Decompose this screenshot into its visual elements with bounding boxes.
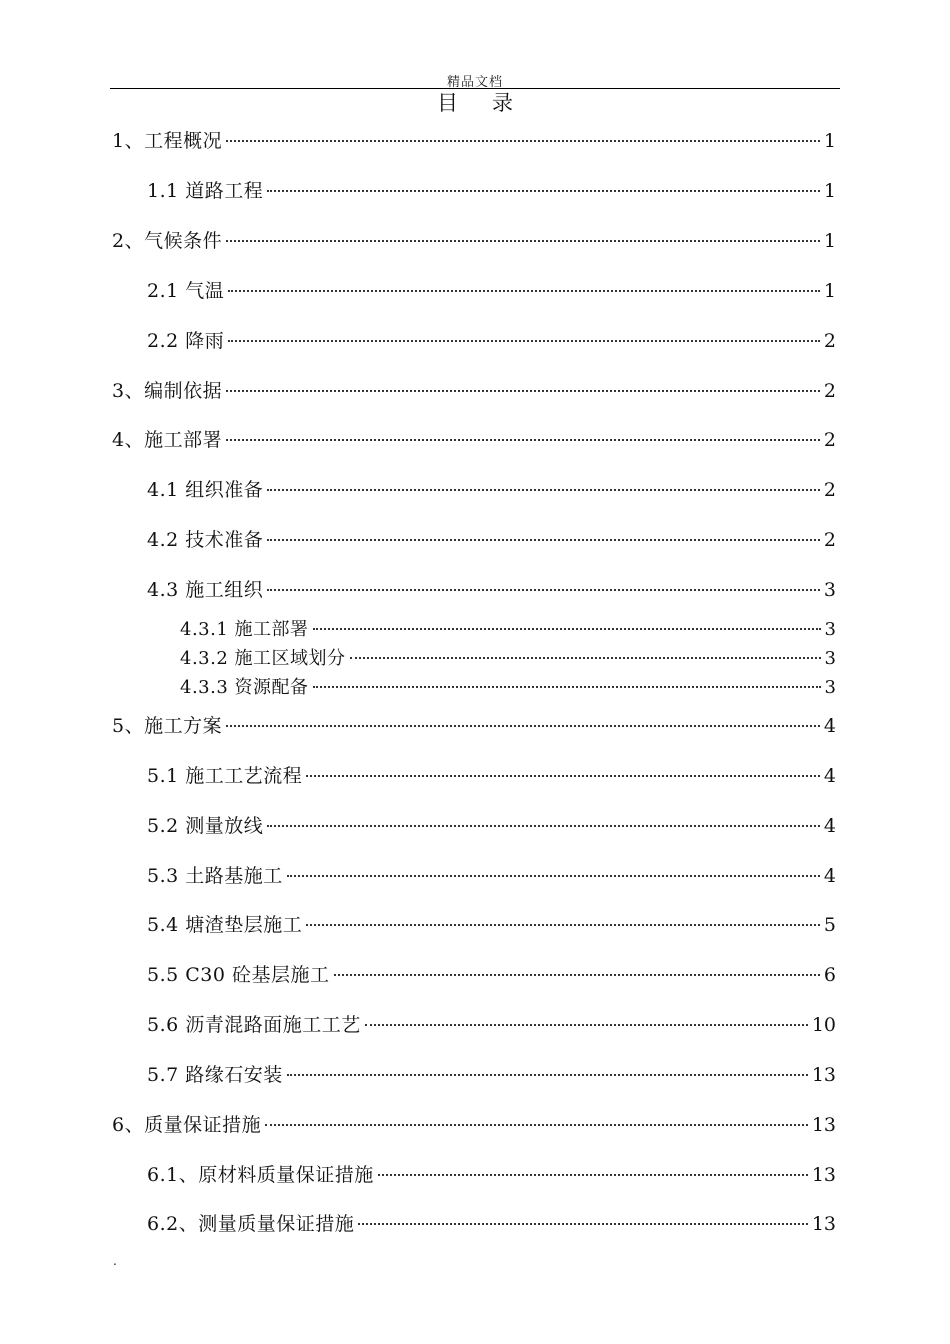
toc-entry-page: 1	[823, 180, 836, 202]
toc-entry-label: 6.2、测量质量保证措施	[147, 1213, 355, 1235]
toc-entry-label: 4、施工部署	[112, 429, 223, 451]
toc-entry-label: 2、气候条件	[112, 230, 223, 252]
toc-dot-leader	[226, 140, 820, 142]
toc-dot-leader	[334, 974, 820, 976]
toc-dot-leader	[267, 489, 820, 491]
toc-entry-label: 5.5 C30 砼基层施工	[147, 964, 330, 986]
toc-entry-label: 6.1、原材料质量保证措施	[147, 1164, 374, 1186]
toc-entry[interactable]	[147, 1010, 836, 1038]
toc-dot-leader	[313, 686, 821, 688]
toc-entry-page: 2	[823, 380, 836, 402]
toc-entry[interactable]	[180, 615, 836, 641]
toc-entry-label: 6、质量保证措施	[112, 1114, 262, 1136]
toc-entry[interactable]	[112, 376, 836, 404]
toc-entry[interactable]	[147, 176, 836, 204]
toc-entry-label: 4.3.2 施工区域划分	[180, 648, 346, 669]
toc-entry[interactable]	[147, 960, 836, 988]
toc-entry-page: 1	[823, 280, 836, 302]
toc-entry[interactable]	[112, 1110, 836, 1138]
toc-entry-page: 2	[823, 330, 836, 352]
page-header-text: 精品文档	[446, 75, 503, 90]
toc-dot-leader	[267, 190, 820, 192]
toc-entry[interactable]	[112, 711, 836, 739]
toc-entry-page: 3	[824, 648, 836, 669]
toc-entry-page: 4	[823, 715, 836, 737]
toc-dot-leader	[226, 240, 820, 242]
toc-dot-leader	[287, 875, 820, 877]
toc-entry[interactable]	[147, 326, 836, 354]
footer-mark: .	[113, 1254, 117, 1268]
toc-entry-page: 2	[823, 429, 836, 451]
toc-entry-page: 1	[823, 130, 836, 152]
toc-entry[interactable]	[147, 811, 836, 839]
toc-dot-leader	[228, 340, 820, 342]
toc-entry-label: 2.1 气温	[147, 280, 225, 302]
toc-dot-leader	[226, 439, 820, 441]
toc-entry-page: 4	[823, 865, 836, 887]
toc-dot-leader	[358, 1223, 808, 1225]
toc-entry-page: 2	[823, 529, 836, 551]
toc-dot-leader	[226, 390, 820, 392]
toc-dot-leader	[306, 924, 820, 926]
toc-entry-page: 1	[823, 230, 836, 252]
toc-entry-page: 5	[823, 914, 836, 936]
toc-entry[interactable]	[180, 644, 836, 670]
toc-entry-label: 5.2 测量放线	[147, 815, 264, 837]
toc-entry[interactable]	[180, 673, 836, 699]
toc-entry-label: 3、编制依据	[112, 380, 223, 402]
toc-entry[interactable]	[147, 861, 836, 889]
toc-dot-leader	[265, 1124, 808, 1126]
toc-entry-page: 13	[811, 1213, 836, 1235]
toc-entry-label: 1.1 道路工程	[147, 180, 264, 202]
toc-entry-page: 13	[811, 1114, 836, 1136]
toc-entry-label: 5.4 塘渣垫层施工	[147, 914, 303, 936]
toc-entry-page: 13	[811, 1064, 836, 1086]
toc-dot-leader	[226, 725, 820, 727]
toc-entry-label: 4.3.3 资源配备	[180, 677, 309, 698]
toc-entry-page: 10	[811, 1014, 836, 1036]
toc-title: 目录	[437, 91, 547, 115]
toc-entry-label: 5.6 沥青混路面施工工艺	[147, 1014, 361, 1036]
toc-entry-page: 13	[811, 1164, 836, 1186]
toc-entry[interactable]	[147, 525, 836, 553]
toc-entry[interactable]	[147, 761, 836, 789]
toc-entry-page: 4	[823, 765, 836, 787]
toc-entry[interactable]	[112, 425, 836, 453]
toc-dot-leader	[313, 628, 821, 630]
toc-entry-label: 4.3 施工组织	[147, 579, 264, 601]
toc-entry-page: 3	[824, 677, 836, 698]
toc-entry[interactable]	[147, 1060, 836, 1088]
toc-entry-page: 2	[823, 479, 836, 501]
toc-entry[interactable]	[147, 1160, 836, 1188]
toc-entry-page: 3	[824, 619, 836, 640]
toc-entry-label: 1、工程概况	[112, 130, 223, 152]
toc-dot-leader	[365, 1024, 808, 1026]
toc-dot-leader	[267, 539, 820, 541]
toc-dot-leader	[378, 1174, 808, 1176]
toc-entry-label: 5.1 施工工艺流程	[147, 765, 303, 787]
toc-entry[interactable]	[147, 910, 836, 938]
toc-dot-leader	[306, 775, 820, 777]
toc-entry-page: 6	[823, 964, 836, 986]
toc-entry[interactable]	[147, 475, 836, 503]
toc-entry[interactable]	[112, 126, 836, 154]
toc-dot-leader	[228, 290, 820, 292]
toc-entry-label: 5.7 路缘石安装	[147, 1064, 283, 1086]
toc-entry-label: 4.1 组织准备	[147, 479, 264, 501]
toc-entry-label: 2.2 降雨	[147, 330, 225, 352]
toc-entry[interactable]	[112, 226, 836, 254]
toc-entry-page: 4	[823, 815, 836, 837]
toc-dot-leader	[267, 825, 820, 827]
toc-entry[interactable]	[147, 276, 836, 304]
toc-entry[interactable]	[147, 575, 836, 603]
toc-entry-label: 4.2 技术准备	[147, 529, 264, 551]
toc-entry-label: 4.3.1 施工部署	[180, 619, 309, 640]
toc-entry-page: 3	[823, 579, 836, 601]
toc-dot-leader	[287, 1074, 808, 1076]
toc-entry[interactable]	[147, 1209, 836, 1237]
toc-dot-leader	[350, 657, 821, 659]
toc-dot-leader	[267, 589, 820, 591]
toc-entry-label: 5、施工方案	[112, 715, 223, 737]
toc-entry-label: 5.3 土路基施工	[147, 865, 283, 887]
